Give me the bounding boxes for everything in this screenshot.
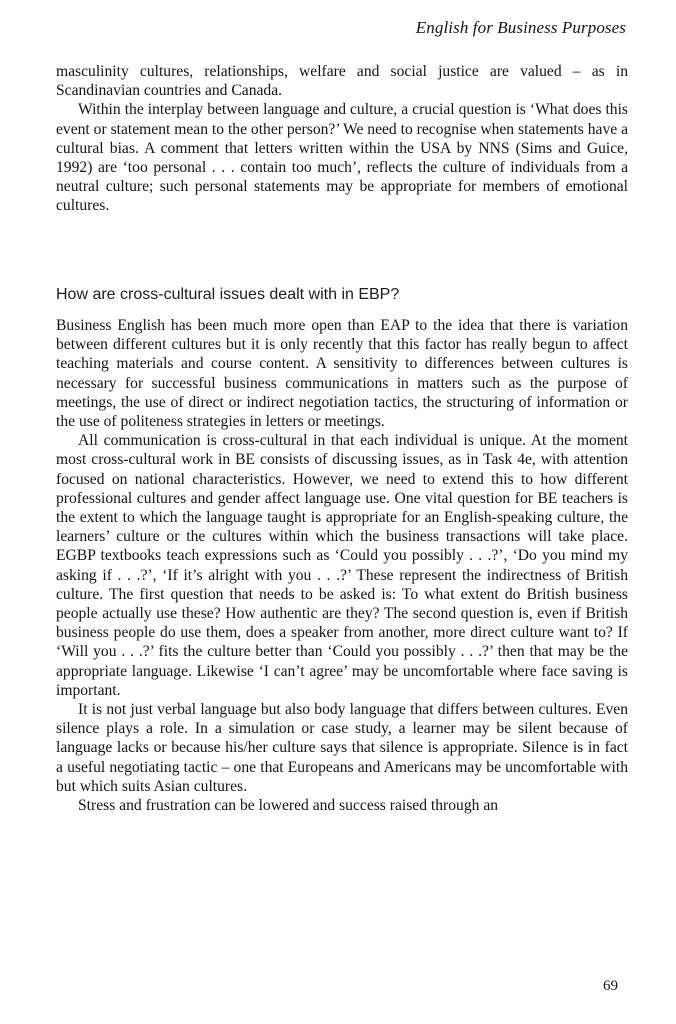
paragraph-business-english: Business English has been much more open than EAP to the idea that there is variation between different cultures but it is only recently that this factor has really begun to affect teaching materials and course content. A sensitivity to differences between cultures is necessary for successful business communications in matters such as the purpose of meetings, the use of direct or indirect negotiation tactics, the structuring of information or the use of politeness strategies in letters or meetings. [56,317,628,431]
paragraph-body-language: It is not just verbal language but also body language that differs between cultures. Even silence plays a role. In a simulation or case study, a learner may be silent because of language lacks or because his/her culture says that silence is appropriate. Silence is in fact a useful negotiating tactic – one that Europeans and Americans may be uncomfortable with but which suits Asian cultures. [56,701,628,795]
paragraph-stress: Stress and frustration can be lowered and success raised through an [78,797,499,815]
paragraph-continued: masculinity cultures, relationships, welfare and social justice are valued – as in Scandinavian countries and Canada. [56,63,628,100]
paragraph-cross-cultural: All communication is cross-cultural in that each individual is unique. At the moment most cross-cultural work in BE consists of discussing issues, as in Task 4e, with attention focused on national characteristics. However, we need to extend this to how different professional cultures and gender affect language use. One vital question for BE teachers is the extent to which the language taught is appropriate for an English-speaking culture, the learners’ culture or the cultures within which the business transactions will take place. EGBP textbooks teach expressions such as ‘Could you possibly . . .?’, ‘Do you mind my asking if . . .?’, ‘If it’s alright with you . . .?’ These represent the indirectness of British culture. The first question that needs to be asked is: To what extent do British business people actually use these? How authentic are they? The second question is, even if British business people do use them, does a speaker from another, more direct culture want to? If ‘Will you . . .?’ fits the culture better than ‘Could you possibly . . .?’ then that may be the appropriate language. Likewise ‘I can’t agree’ may be uncomfortable where face saving is important. [56,432,628,699]
section-heading: How are cross-cultural issues dealt with in EBP? [56,286,400,303]
top-text-block [56,62,628,216]
running-head: English for Business Purposes [415,18,626,37]
page-number: 69 [603,978,618,994]
section-text-block [56,316,628,815]
paragraph-cultural-bias: Within the interplay between language and culture, a crucial question is ‘What does this event or statement mean to the other person?’ We need to recognise when statements have a cultural bias. A comment that letters written within the USA by NNS (Sims and Guice, 1992) are ‘too personal . . . contain too much’, reflects the culture of individuals from a neutral culture; such personal statements may be appropriate for members of emotional cultures. [56,101,628,215]
